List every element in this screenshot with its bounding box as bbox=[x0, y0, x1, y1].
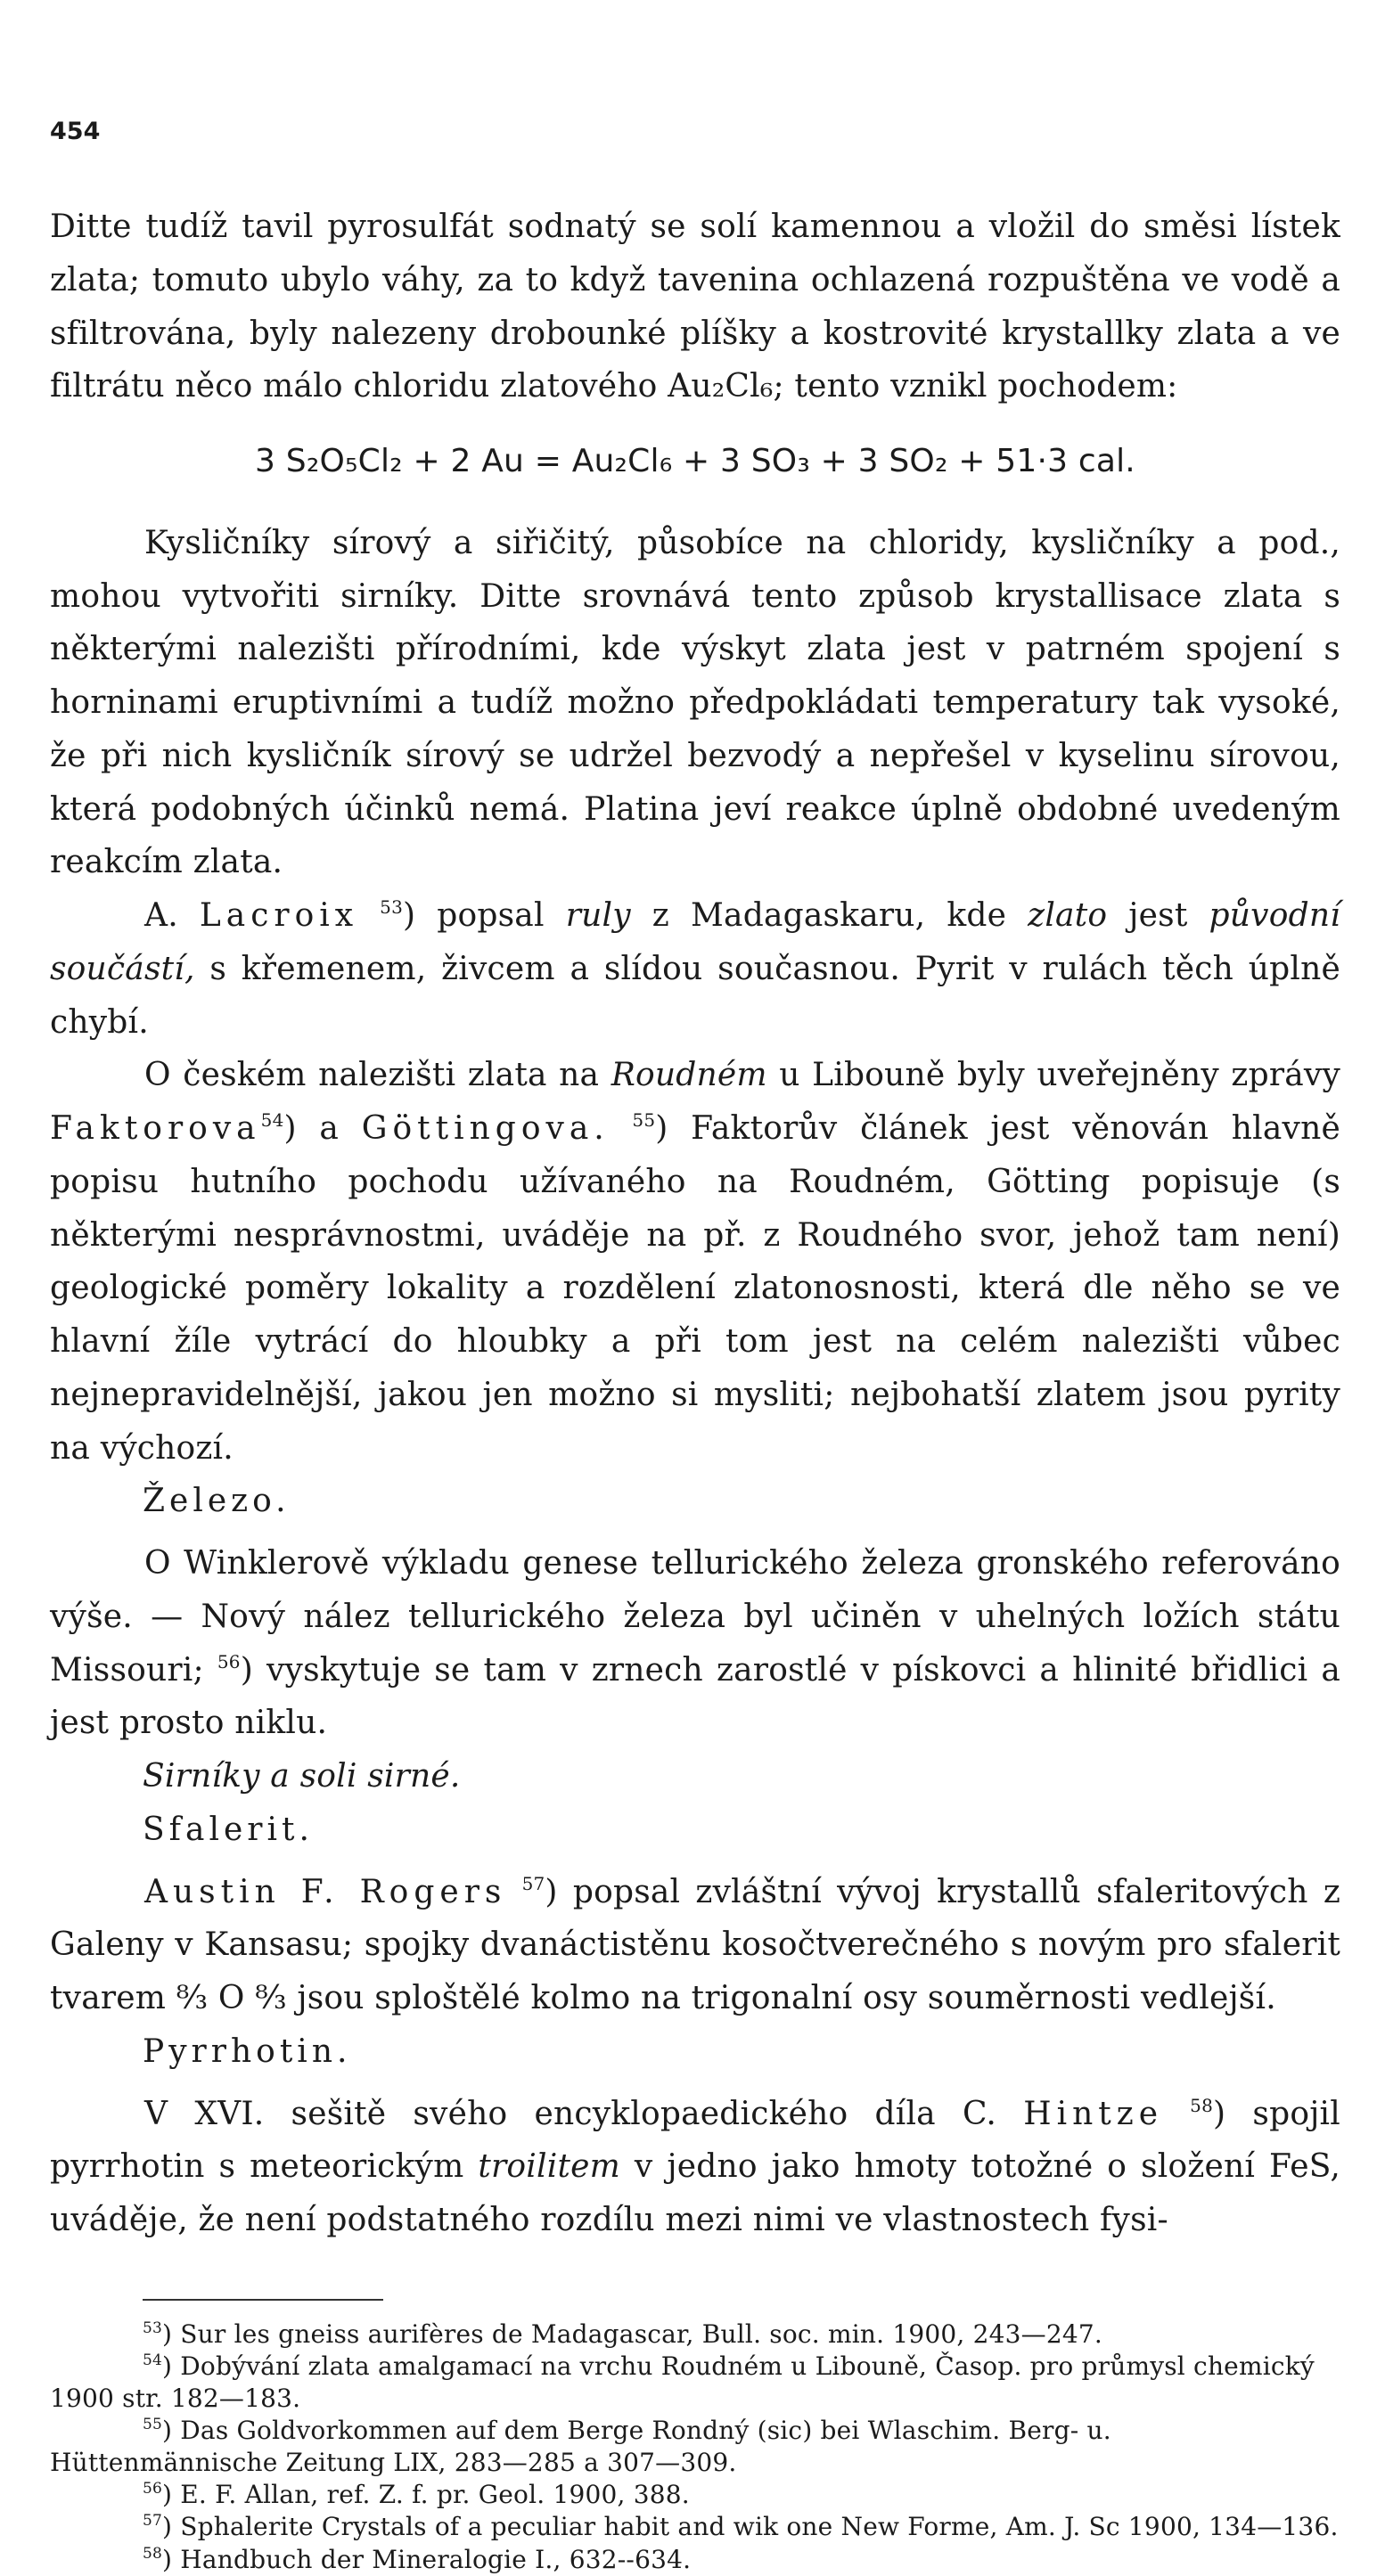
section-heading-zelezo: Železo. bbox=[143, 1483, 291, 1520]
paragraph-pyrrhotin: V XVI. sešitě svého encyklopaedického díla C. Hintze $^{58}$) spojil pyrrhotin s meteorickým troilitem v jedno jako hmoty totožné o složení FeS, uváděje, že není podstatného rozdílu mezi nimi ve vlastnostech fysi- bbox=[50, 2094, 1340, 2238]
footnote-57: $^{57}$) Sphalerite Crystals of a peculiar habit and wik one New Forme, Am. J. Sc 1900, 134—136. bbox=[143, 2512, 1339, 2542]
section-heading-sirniky: Sirníky a soli sirné. bbox=[143, 1758, 461, 1795]
author-lacroix: Lacroix bbox=[199, 897, 359, 934]
author-hintze: Hintze bbox=[1023, 2095, 1164, 2132]
footnotes bbox=[50, 2318, 1340, 2576]
paragraph-lacroix: A. Lacroix $^{53}$) popsal ruly z Madagaskaru, kde zlato jest původní součástí, s křemenem, živcem a slídou současnou. Pyrit v rulách těch úplně chybí. bbox=[50, 896, 1340, 1041]
footnote-ref-56: 56 bbox=[217, 1650, 241, 1672]
footnote-ref-54: 54 bbox=[260, 1109, 284, 1131]
paragraph-roudne: O českém nalezišti zlata na Roudném u Libouně byly uveřejněny zprávy Faktorova$^{54}$) a Göttingova. $^{55}$) Faktorův článek jest věnován hlavně popisu hutního pochodu užívaného na Roudném, Götting popisuje (s některými nesprávnostmi, uváděje na př. z Roudného svor, jehož tam není) geologické poměry lokality a rozdělení zlatonosnosti, která dle něho se ve hlavní žíle vytrácí do hloubky a při tom jest na celém nalezišti vůbec nejnepravidelnější, jakou jen možno si mysliti; nejbohatší zlatem jsou pyrity na výchozí. bbox=[50, 1057, 1340, 1467]
footnote-ref-55: 55 bbox=[632, 1109, 656, 1131]
paragraph-sfalerit: Austin F. Rogers $^{57}$) popsal zvláštní vývoj krystallů sfaleritových z Galeny v Kansasu; spojky dvanáctistěnu kosočtverečného s novým pro sfalerit tvarem ⁸⁄₃ O ⁸⁄₃ jsou sploštělé kolmo na trigonalní osy souměrnosti vedlejší. bbox=[50, 1872, 1340, 2016]
footnote-ref-53: 53 bbox=[380, 896, 403, 918]
page-body bbox=[50, 200, 1340, 2576]
footnote-58: $^{58}$) Handbuch der Mineralogie I., 632--634. bbox=[143, 2544, 692, 2574]
author-faktor: Faktorova bbox=[50, 1110, 261, 1147]
paragraph-ditte-2: Kysličníky sírový a siřičitý, působíce na chloridy, kysličníky a pod., mohou vytvořiti sirníky. Ditte srovnává tento způsob krystallisace zlata s některými nalezišti přírodními, kde výskyt zlata jest v patrném spojení s horninami eruptivními a tudíž možno předpokládati temperatury tak vysoké, že při nich kysličník sírový se udržel bezvodý a nepřešel v kyselinu sírovou, která podobných účinků nemá. Platina jeví reakce úplně obdobné uvedeným reakcím zlata. bbox=[50, 524, 1340, 881]
page-number: 454 bbox=[50, 118, 101, 145]
paragraph-zelezo: O Winklerově výkladu genese tellurického železa gronského referováno výše. — Nový nález tellurického železa byl učiněn v uhelných ložích státu Missouri; $^{56}$) vyskytuje se tam v zrnech zarostlé v pískovci a hlinité břidlici a jest prosto niklu. bbox=[50, 1545, 1340, 1742]
footnote-56: $^{56}$) E. F. Allan, ref. Z. f. pr. Geol. 1900, 388. bbox=[143, 2480, 690, 2510]
author-rogers: Austin F. Rogers bbox=[144, 1873, 507, 1910]
footnote-divider bbox=[143, 2299, 383, 2301]
section-heading-sfalerit: Sfalerit. bbox=[143, 1811, 314, 1848]
author-gotting: Göttingova. bbox=[361, 1110, 610, 1147]
footnote-53: $^{53}$) Sur les gneiss aurifères de Madagascar, Bull. soc. min. 1900, 243—247. bbox=[143, 2318, 1102, 2349]
section-heading-pyrrhotin: Pyrrhotin. bbox=[143, 2032, 352, 2070]
footnote-ref-57: 57 bbox=[521, 1872, 545, 1894]
footnote-ref-58: 58 bbox=[1190, 2094, 1214, 2116]
paragraph-ditte-1: Ditte tudíž tavil pyrosulfát sodnatý se solí kamennou a vložil do směsi lístek zlata; tomuto ubylo váhy, za to když tavenina ochlazená rozpuštěna ve vodě a sfiltrována, byly nalezeny drobounké plíšky a kostrovité krystallky zlata a ve filtrátu něco málo chloridu zlatového Au₂Cl₆; tento vznikl pochodem: bbox=[50, 209, 1340, 405]
chemical-equation: 3 S₂O₅Cl₂ + 2 Au = Au₂Cl₆ + 3 SO₃ + 3 SO₂ + 51·3 cal. bbox=[255, 443, 1135, 479]
footnote-55: $^{55}$) Das Goldvorkommen auf dem Berge Rondný (sic) bei Wlaschim. Berg- u. Hüttenmännische Zeitung LIX, 283—285 a 307—309. bbox=[50, 2416, 1111, 2478]
footnote-54: $^{54}$) Dobývání zlata amalgamací na vrchu Roudném u Libouně, Časop. pro průmysl chemický 1900 str. 182—183. bbox=[50, 2351, 1315, 2413]
